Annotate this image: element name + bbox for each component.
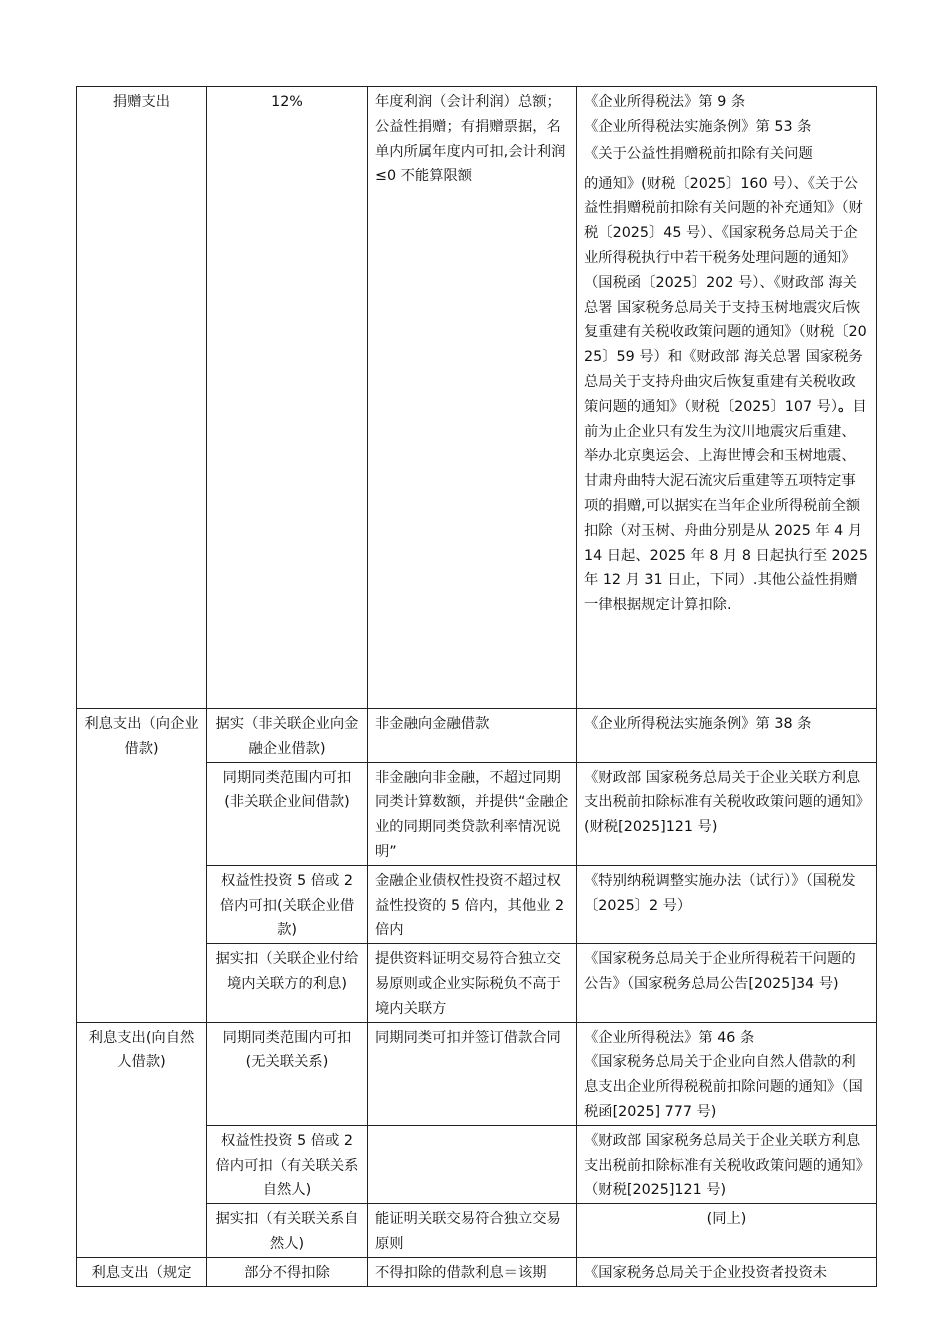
basis-cell: 《企业所得税法实施条例》第 38 条	[577, 709, 877, 763]
basis-cell: 《财政部 国家税务总局关于企业关联方利息支出税前扣除标准有关税收政策问题的通知》（财税[2025]121 号)	[577, 1125, 877, 1203]
table-row	[77, 1257, 877, 1286]
basis-cell	[577, 87, 877, 709]
basis-cell	[577, 1022, 877, 1125]
condition-cell: 金融企业债权性投资不超过权益性投资的 5 倍内，其他业 2 倍内	[368, 865, 577, 943]
basis-line: 《关于公益性捐赠税前扣除有关问题	[584, 145, 813, 162]
standard-cell: 权益性投资 5 倍或 2 倍内可扣(关联企业借款)	[207, 865, 368, 943]
basis-cell: 《财政部 国家税务总局关于企业关联方利息支出税前扣除标准有关税收政策问题的通知》(财税[2025]121 号)	[577, 762, 877, 865]
condition-cell: 非金融向金融借款	[368, 709, 577, 763]
standard-cell: 权益性投资 5 倍或 2 倍内可扣（有关联关系自然人)	[207, 1125, 368, 1203]
table-row	[77, 709, 877, 763]
item-cell: 捐赠支出	[77, 87, 207, 709]
tax-deduction-table	[76, 86, 877, 1287]
standard-cell: 据实扣（有关联关系自然人)	[207, 1204, 368, 1258]
basis-paragraph: 的通知》(财税〔2025〕160 号）、《关于公益性捐赠税前扣除有关问题的补充通知》（财税〔2025〕45 号）、《国家税务总局关于企业所得税执行中若干税务处理问题的通知》（国税函〔2025〕202 号）、《财政部 海关总署 国家税务总局关于支持玉树地震灾后恢复重建有关税收政策问题的通知》（财税〔2025〕59 号）和《财政部 海关总署 国家税务总局关于支持舟曲灾后恢复重建有关税收政策问题的通知》（财税〔2025〕107 号）	[584, 175, 867, 415]
basis-cell: 《国家税务总局关于企业所得税若干问题的公告》（国家税务总局公告[2025]34 号)	[577, 944, 877, 1022]
basis-cell: 《国家税务总局关于企业投资者投资未	[577, 1257, 877, 1286]
standard-cell: 同期同类范围内可扣(非关联企业间借款)	[207, 762, 368, 865]
item-cell: 利息支出(向自然人借款)	[77, 1022, 207, 1257]
standard-cell: 部分不得扣除	[207, 1257, 368, 1286]
table-row	[77, 1022, 877, 1125]
condition-cell: 能证明关联交易符合独立交易原则	[368, 1204, 577, 1258]
basis-cell: (同上)	[577, 1204, 877, 1258]
basis-line: 《企业所得税法》第 9 条	[584, 94, 746, 110]
basis-paragraph: 目前为止企业只有发生为汶川地震灾后重建、举办北京奥运会、上海世博会和玉树地震、甘肃舟曲特大泥石流灾后重建等五项特定事项的捐赠,可以据实在当年企业所得税前全额扣除（对玉树、舟曲分别是从 2025 年 4 月 14 日起、2025 年 8 月 8 日起执行至 2025 年 12 月 31 日止，下同）.其他公益性捐赠一律根据规定计算扣除.	[584, 398, 868, 614]
condition-cell: 不得扣除的借款利息＝该期	[368, 1257, 577, 1286]
standard-cell: 据实扣（关联企业付给境内关联方的利息)	[207, 944, 368, 1022]
condition-cell: 提供资料证明交易符合独立交易原则或企业实际税负不高于境内关联方	[368, 944, 577, 1022]
basis-period: 。	[838, 398, 853, 415]
condition-cell: 同期同类可扣并签订借款合同	[368, 1022, 577, 1125]
basis-line: 《企业所得税法》第 46 条	[584, 1029, 755, 1046]
condition-cell: 非金融向非金融，不超过同期同类计算数额，并提供“金融企业的同期同类贷款利率情况说明”	[368, 762, 577, 865]
condition-cell: 年度利润（会计利润）总额；公益性捐赠；有捐赠票据，名单内所属年度内可扣,会计利润≤0 不能算限额	[368, 87, 577, 709]
standard-cell: 12%	[207, 87, 368, 709]
item-cell: 利息支出（规定	[77, 1257, 207, 1286]
basis-line: 《国家税务总局关于企业向自然人借款的利息支出企业所得税税前扣除问题的通知》（国税函[2025] 777 号)	[584, 1054, 863, 1120]
item-cell: 利息支出（向企业借款)	[77, 709, 207, 1023]
standard-cell: 同期同类范围内可扣(无关联关系)	[207, 1022, 368, 1125]
basis-cell: 《特别纳税调整实施办法（试行）》（国税发〔2025〕2 号）	[577, 865, 877, 943]
table-row-donation	[77, 87, 877, 709]
standard-cell: 据实（非关联企业向金融企业借款)	[207, 709, 368, 763]
condition-cell	[368, 1125, 577, 1203]
basis-line: 《企业所得税法实施条例》第 53 条	[584, 118, 812, 135]
